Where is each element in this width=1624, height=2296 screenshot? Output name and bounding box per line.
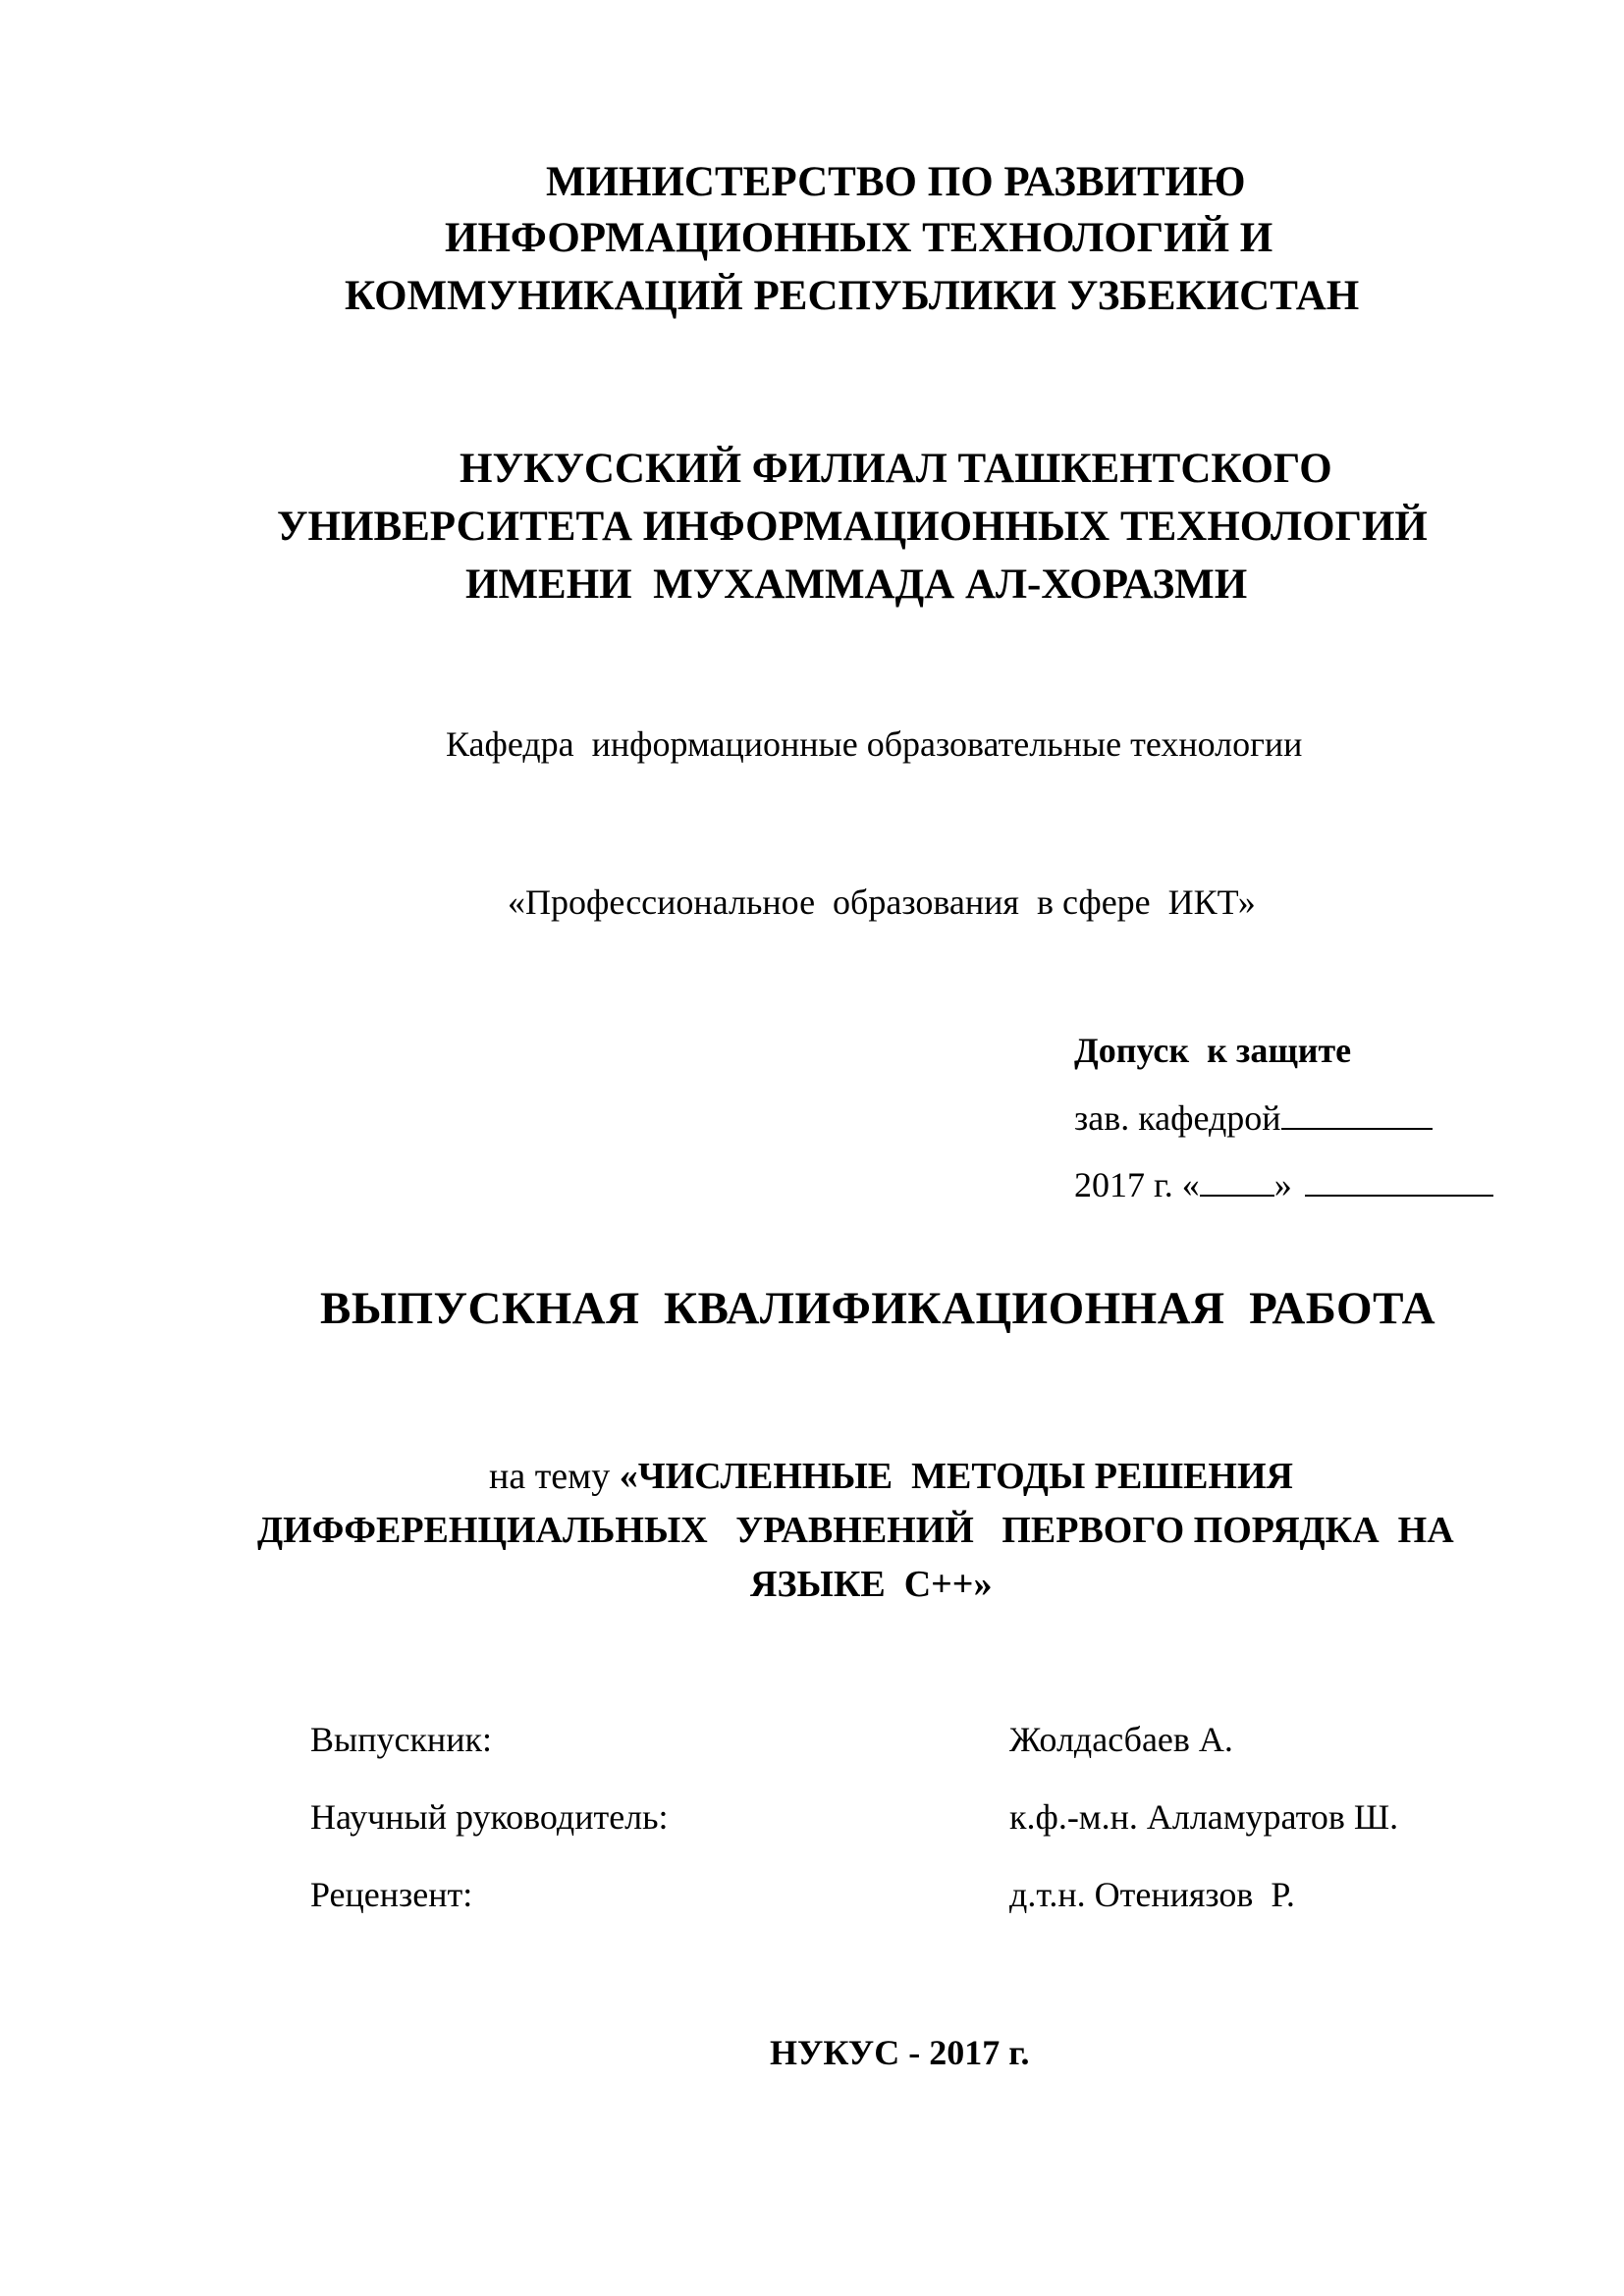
institution-line-2: УНИВЕРСИТЕТА ИНФОРМАЦИОННЫХ ТЕХНОЛОГИЙ	[277, 504, 1428, 550]
approval-title: Допуск к защите	[1074, 1031, 1352, 1070]
specialty-line: «Профессиональное образования в сфере ИКТ»	[508, 882, 1256, 922]
month-blank	[1305, 1165, 1493, 1197]
topic-line-1	[489, 1458, 1293, 1495]
approval-date-prefix: 2017 г. «	[1074, 1165, 1200, 1204]
ministry-line-2: ИНФОРМАЦИОННЫХ ТЕХНОЛОГИЙ И	[445, 215, 1273, 261]
work-title: ВЫПУСКНАЯ КВАЛИФИКАЦИОННАЯ РАБОТА	[320, 1283, 1436, 1334]
institution-line-3: ИМЕНИ МУХАММАДА АЛ-ХОРАЗМИ	[465, 561, 1248, 608]
head-signature-blank	[1281, 1098, 1433, 1130]
approval-head-line	[1074, 1098, 1433, 1136]
ministry-line-1: МИНИСТЕРСТВО ПО РАЗВИТИЮ	[546, 159, 1246, 205]
place-year: НУКУС - 2017 г.	[770, 2033, 1030, 2072]
graduate-role: Выпускник:	[310, 1720, 492, 1759]
day-blank	[1200, 1165, 1274, 1197]
reviewer-name: д.т.н. Отениязов Р.	[1009, 1875, 1295, 1914]
department-line: Кафедра информационные образовательные технологии	[446, 724, 1303, 764]
reviewer-role: Рецензент:	[310, 1875, 473, 1914]
topic-prefix: на тему	[489, 1456, 620, 1497]
institution-line-1: НУКУССКИЙ ФИЛИАЛ ТАШКЕНТСКОГО	[460, 446, 1332, 492]
ministry-line-3: КОММУНИКАЦИЙ РЕСПУБЛИКИ УЗБЕКИСТАН	[345, 273, 1360, 319]
approval-date-mid: »	[1273, 1165, 1292, 1204]
approval-head-label: зав. кафедрой	[1074, 1098, 1281, 1138]
topic-title-part-1: «ЧИСЛЕННЫЕ МЕТОДЫ РЕШЕНИЯ	[619, 1456, 1293, 1497]
graduate-name: Жолдасбаев А.	[1009, 1720, 1233, 1759]
topic-line-2: ДИФФЕРЕНЦИАЛЬНЫХ УРАВНЕНИЙ ПЕРВОГО ПОРЯДКА НА	[257, 1510, 1454, 1551]
topic-line-3: ЯЗЫКЕ С++»	[750, 1564, 993, 1605]
supervisor-name: к.ф.-м.н. Алламуратов Ш.	[1009, 1797, 1399, 1837]
supervisor-role: Научный руководитель:	[310, 1797, 669, 1837]
approval-date-line	[1074, 1165, 1493, 1202]
